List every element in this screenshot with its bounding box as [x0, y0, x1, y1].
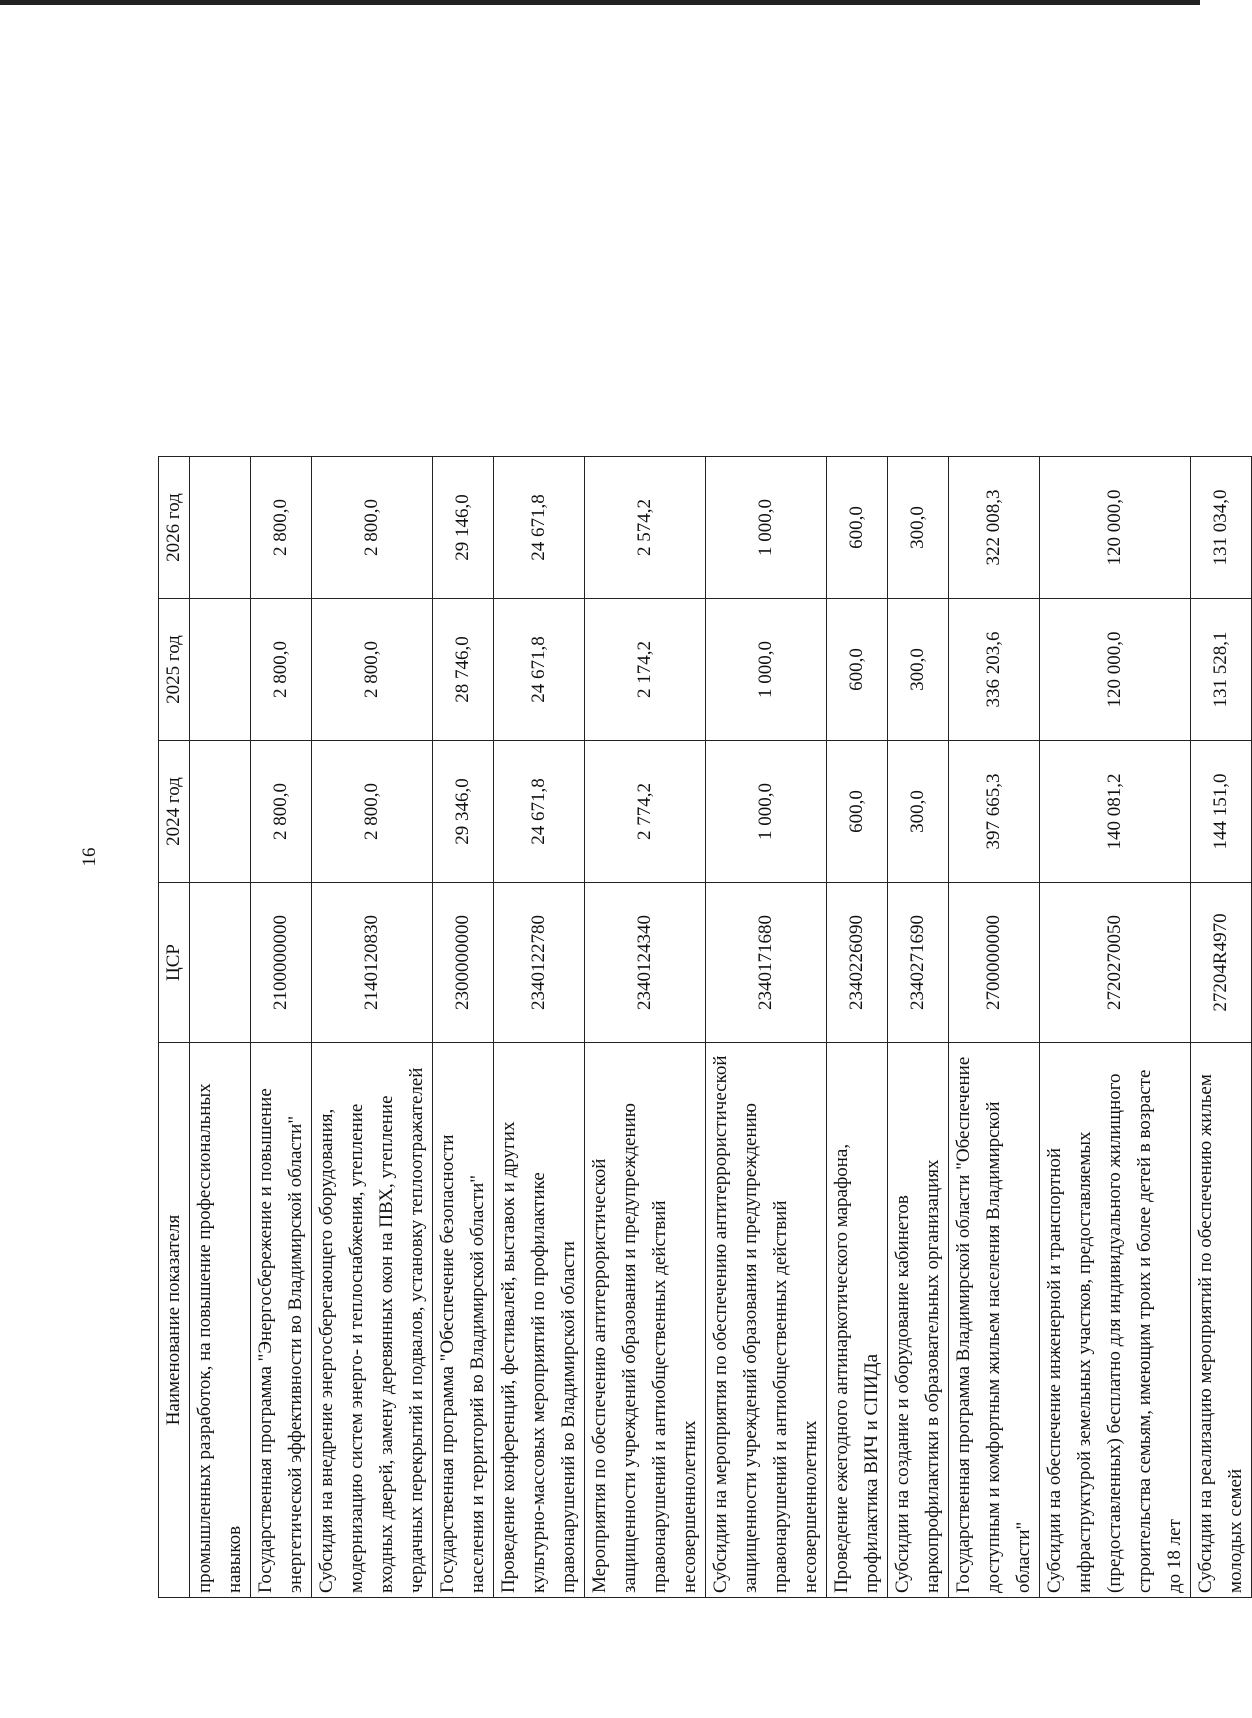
row-2025: 336 203,6 — [949, 599, 1040, 741]
row-name: Государственная программа "Обеспечение безопасности населения и территорий во Владимирской области" — [433, 1043, 494, 1598]
row-name: Субсидия на внедрение энергосберегающего оборудования, модернизацию систем энерго- и теплоснабжения, утепление входных дверей, замену деревянных окон на ПВХ, утепление чердачных перекрытий и подвалов, установку теплоотражателей — [312, 1043, 433, 1598]
row-2024 — [190, 741, 251, 883]
row-2024: 2 800,0 — [251, 741, 312, 883]
row-name: Субсидии на мероприятия по обеспечению антитеррористической защищенности учреждений образования и предупреждению правонарушений и антиобщественных действий несовершеннолетних — [706, 1043, 827, 1598]
row-2025: 2 800,0 — [251, 599, 312, 741]
table-row — [1040, 457, 1191, 1598]
row-2026: 600,0 — [827, 457, 888, 599]
table-row — [706, 457, 827, 1598]
row-code: 2340226090 — [827, 883, 888, 1043]
table-row — [251, 457, 312, 1598]
row-name: Проведение конференций, фестивалей, выставок и других культурно-массовых мероприятий по профилактике правонарушений во Владимирской области — [494, 1043, 585, 1598]
row-name: промышленных разработок, на повышение профессиональных навыков — [190, 1043, 251, 1598]
row-2024: 2 774,2 — [585, 741, 706, 883]
header-code: ЦСР — [159, 883, 190, 1043]
header-2024: 2024 год — [159, 741, 190, 883]
table-row — [494, 457, 585, 1598]
row-2026: 2 574,2 — [585, 457, 706, 599]
row-2024: 600,0 — [827, 741, 888, 883]
row-2024: 29 346,0 — [433, 741, 494, 883]
row-name: Субсидии на создание и оборудование кабинетов наркопрофилактики в образовательных организациях — [888, 1043, 949, 1598]
row-2026: 131 034,0 — [1191, 457, 1252, 599]
row-2026: 2 800,0 — [251, 457, 312, 599]
row-2024: 397 665,3 — [949, 741, 1040, 883]
row-2025: 1 000,0 — [706, 599, 827, 741]
row-2026: 1 000,0 — [706, 457, 827, 599]
row-2026: 2 800,0 — [312, 457, 433, 599]
row-2026: 300,0 — [888, 457, 949, 599]
row-code: 2300000000 — [433, 883, 494, 1043]
row-name: Проведение ежегодного антинаркотического марафона, профилактика ВИЧ и СПИДа — [827, 1043, 888, 1598]
row-2026: 322 008,3 — [949, 457, 1040, 599]
row-2026 — [190, 457, 251, 599]
row-code: 2720270050 — [1040, 883, 1191, 1043]
table-row — [827, 457, 888, 1598]
table-row — [949, 457, 1040, 1598]
row-code: 2340124340 — [585, 883, 706, 1043]
row-2025 — [190, 599, 251, 741]
row-2024: 1 000,0 — [706, 741, 827, 883]
row-2025: 24 671,8 — [494, 599, 585, 741]
row-name: Мероприятия по обеспечению антитеррористической защищенности учреждений образования и предупреждению правонарушений и антиобщественных действий несовершеннолетних — [585, 1043, 706, 1598]
table-row — [312, 457, 433, 1598]
row-2025: 131 528,1 — [1191, 599, 1252, 741]
row-code: 2700000000 — [949, 883, 1040, 1043]
row-code: 2340171680 — [706, 883, 827, 1043]
row-2026: 24 671,8 — [494, 457, 585, 599]
row-2025: 28 746,0 — [433, 599, 494, 741]
row-name: Государственная программа Владимирской области "Обеспечение доступным и комфортным жильем населения Владимирской области" — [949, 1043, 1040, 1598]
table-body — [190, 457, 1252, 1598]
table-row — [1191, 457, 1252, 1598]
row-2024: 2 800,0 — [312, 741, 433, 883]
header-2026: 2026 год — [159, 457, 190, 599]
table-row — [888, 457, 949, 1598]
row-2025: 2 800,0 — [312, 599, 433, 741]
row-2025: 2 174,2 — [585, 599, 706, 741]
budget-table — [158, 456, 1252, 1598]
row-2024: 24 671,8 — [494, 741, 585, 883]
row-code: 2100000000 — [251, 883, 312, 1043]
row-name: Государственная программа "Энергосбережение и повышение энергетической эффективности во Владимирской области" — [251, 1043, 312, 1598]
header-2025: 2025 год — [159, 599, 190, 741]
table-row — [190, 457, 251, 1598]
row-2024: 300,0 — [888, 741, 949, 883]
row-2025: 300,0 — [888, 599, 949, 741]
row-name: Субсидии на обеспечение инженерной и транспортной инфраструктурой земельных участков, предоставляемых (предоставленных) бесплатно для индивидуального жилищного строительства семьям, имеющим троих и более детей в возрасте до 18 лет — [1040, 1043, 1191, 1598]
header-name: Наименование показателя — [159, 1043, 190, 1598]
row-code: 2340271690 — [888, 883, 949, 1043]
row-2024: 144 151,0 — [1191, 741, 1252, 883]
row-2024: 140 081,2 — [1040, 741, 1191, 883]
table-row — [433, 457, 494, 1598]
row-2026: 29 146,0 — [433, 457, 494, 599]
row-2026: 120 000,0 — [1040, 457, 1191, 599]
row-2025: 120 000,0 — [1040, 599, 1191, 741]
table-row — [585, 457, 706, 1598]
row-code: 2340122780 — [494, 883, 585, 1043]
row-code — [190, 883, 251, 1043]
row-name: Субсидии на реализацию мероприятий по обеспечению жильем молодых семей — [1191, 1043, 1252, 1598]
row-2025: 600,0 — [827, 599, 888, 741]
table-header-row — [159, 457, 190, 1598]
row-code: 2140120830 — [312, 883, 433, 1043]
row-code: 27204R4970 — [1191, 883, 1252, 1043]
page-number: 16 — [79, 847, 100, 867]
